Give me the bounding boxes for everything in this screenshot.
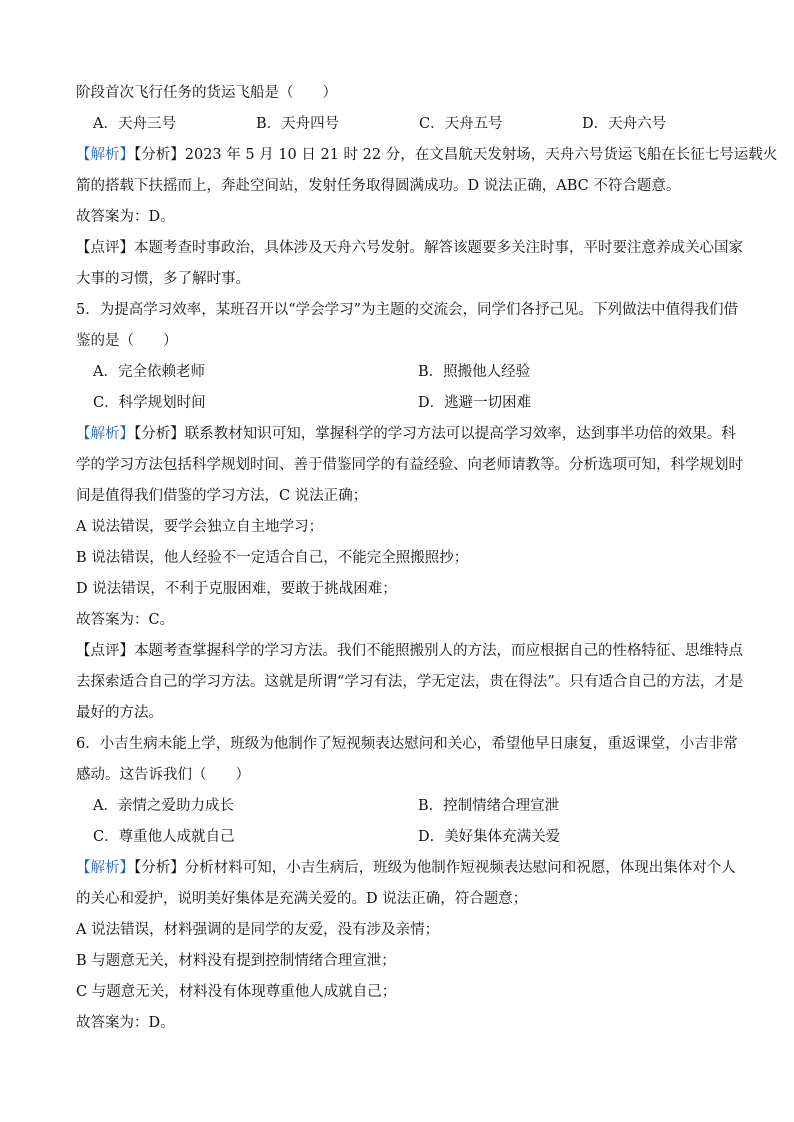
q6-analysis-line-5: C 与题意无关，材料没有体现尊重他人成就自己； xyxy=(76,984,397,1000)
q4-option-a: A．天舟三号 xyxy=(93,116,176,132)
q4-comment-line-2: 大事的习惯，多了解时事。 xyxy=(76,271,250,287)
q6-analysis-line-3: A 说法错误，材料强调的是同学的友爱，没有涉及亲情； xyxy=(76,922,440,938)
q5-options-row-1 xyxy=(76,357,716,388)
q6-option-a: A．亲情之爱助力成长 xyxy=(93,798,234,814)
q4-options xyxy=(76,109,716,140)
q5-analysis-line-2: 学的学习方法包括科学规划时间、善于借鉴同学的有益经验、向老师请教等。分析选项可知，科学规划时 xyxy=(76,457,743,473)
q5-analysis-line-6: D 说法错误，不利于克服困难，要敢于挑战困难； xyxy=(76,581,397,597)
q4-analysis-line-1 xyxy=(76,140,778,171)
q6-stem-line-1: 6．小吉生病未能上学，班级为他制作了短视频表达慰问和关心，希望他早日康复，重返课堂，小吉非常 xyxy=(76,736,738,752)
q4-option-b: B．天舟四号 xyxy=(256,116,340,132)
q4-analysis-line-2: 箭的搭载下扶摇而上，奔赴空间站，发射任务取得圆满成功。D 说法正确，ABC 不符合题意。 xyxy=(76,178,681,194)
q6-analysis-line-1 xyxy=(76,853,736,884)
q4-comment-line-1: 【点评】本题考查时事政治，具体涉及天舟六号发射。解答该题要多关注时事，平时要注意养成关心国家 xyxy=(76,240,743,256)
q6-analysis-line-2: 的关心和爱护，说明美好集体是充满关爱的。D 说法正确，符合题意； xyxy=(76,891,528,907)
q5-option-b: B．照搬他人经验 xyxy=(418,364,531,380)
q5-comment-line-1: 【点评】本题考查掌握科学的学习方法。我们不能照搬别人的方法，而应根据自己的性格特征、思维特点 xyxy=(76,643,743,659)
q6-options-row-1 xyxy=(76,791,716,822)
q6-options-row-2 xyxy=(76,822,716,853)
q5-analysis-line-5: B 说法错误，他人经验不一定适合自己，不能完全照搬照抄； xyxy=(76,550,469,566)
q6-option-d: D．美好集体充满关爱 xyxy=(418,829,561,845)
q6-option-c: C．尊重他人成就自己 xyxy=(93,829,235,845)
q6-stem-line-2: 感动。这告诉我们（ ） xyxy=(76,767,250,783)
q4-stem-tail: 阶段首次飞行任务的货运飞船是（ ） xyxy=(76,85,337,101)
q5-analysis-line-4: A 说法错误，要学会独立自主地学习； xyxy=(76,519,324,535)
q4-answer: 故答案为：D。 xyxy=(76,209,175,225)
q6-analysis-text-1: 【分析】分析材料可知，小吉生病后，班级为他制作短视频表达慰问和祝愿，体现出集体对个人 xyxy=(134,860,736,876)
page-content xyxy=(76,78,778,1039)
q4-option-d: D．天舟六号 xyxy=(582,116,667,132)
q5-answer: 故答案为：C。 xyxy=(76,612,175,628)
q5-analysis-text-1: 【分析】联系教材知识可知，掌握科学的学习方法可以提高学习效率，达到事半功倍的效果。科 xyxy=(134,426,736,442)
q5-stem-line-2: 鉴的是（ ） xyxy=(76,333,178,349)
jiexi-tag: 【解析】 xyxy=(76,147,134,163)
q6-option-b: B．控制情绪合理宣泄 xyxy=(418,798,560,814)
jiexi-tag: 【解析】 xyxy=(76,860,134,876)
q6-analysis-line-4: B 与题意无关，材料没有提到控制情绪合理宣泄； xyxy=(76,953,396,969)
q5-comment-line-2: 去探索适合自己的学习方法。这就是所谓“学习有法，学无定法，贵在得法”。只有适合自己的方法，才是 xyxy=(76,674,744,690)
q5-stem-line-1: 5．为提高学习效率，某班召开以“学会学习”为主题的交流会，同学们各抒己见。下列做法中值得我们借 xyxy=(76,302,739,318)
q5-analysis-line-3: 间是值得我们借鉴的学习方法，C 说法正确； xyxy=(76,488,368,504)
jiexi-tag: 【解析】 xyxy=(76,426,134,442)
q5-comment-line-3: 最好的方法。 xyxy=(76,705,163,721)
q6-answer: 故答案为：D。 xyxy=(76,1015,175,1031)
q5-option-a: A．完全依赖老师 xyxy=(93,364,205,380)
q5-options-row-2 xyxy=(76,388,716,419)
q5-analysis-line-1 xyxy=(76,419,736,450)
q4-analysis-text-1: 【分析】2023 年 5 月 10 日 21 时 22 分，在文昌航天发射场，天舟六号货运飞船在长征七号运载火 xyxy=(134,147,778,163)
q5-option-c: C．科学规划时间 xyxy=(93,395,206,411)
q4-option-c: C．天舟五号 xyxy=(419,116,503,132)
q5-option-d: D．逃避一切困难 xyxy=(418,395,532,411)
